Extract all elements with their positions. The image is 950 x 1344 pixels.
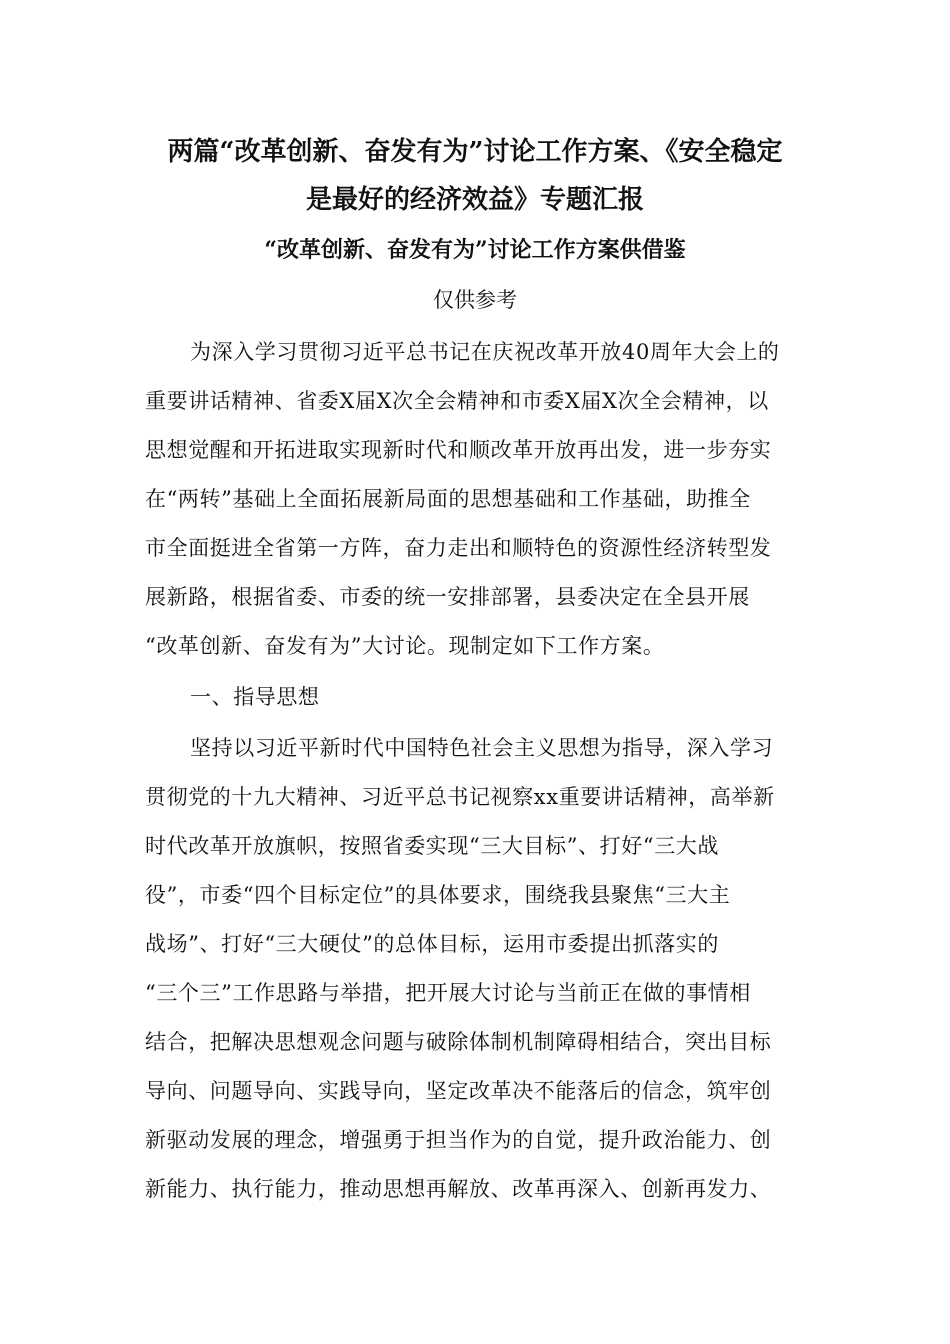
paragraph-2-line: 时代改革开放旗帜，按照省委实现“三大目标”、打好“三大战 — [145, 834, 720, 858]
paragraph-1-line: 思想觉醒和开拓进取实现新时代和顺改革开放再出发，进一步夯实 — [145, 438, 772, 462]
paragraph-1-line: 为深入学习贯彻习近平总书记在庆祝改革开放40周年大会上的 — [190, 340, 780, 364]
paragraph-2-line: 战场”、打好“三大硬仗”的总体目标，运用市委提出抓落实的 — [145, 932, 720, 956]
paragraph-1-line: 市全面挺进全省第一方阵，奋力走出和顺特色的资源性经济转型发 — [145, 536, 772, 560]
paragraph-2-line: 新能力、执行能力，推动思想再解放、改革再深入、创新再发力、 — [145, 1177, 772, 1201]
paragraph-2-line: 结合，把解决思想观念问题与破除体制机制障碍相结合，突出目标 — [145, 1030, 772, 1054]
reference-note: 仅供参考 — [433, 288, 517, 312]
paragraph-2-line: 役”，市委“四个目标定位”的具体要求，围绕我县聚焦“三大主 — [145, 883, 731, 907]
paragraph-2-line: 贯彻党的十九大精神、习近平总书记视察xx重要讲话精神，高举新 — [145, 785, 775, 809]
paragraph-1-line: “改革创新、奋发有为”大讨论。现制定如下工作方案。 — [145, 634, 665, 658]
paragraph-2-line: 导向、问题导向、实践导向，坚定改革决不能落后的信念，筑牢创 — [145, 1079, 772, 1103]
paragraph-1-line: 展新路，根据省委、市委的统一安排部署，县委决定在全县开展 — [145, 585, 750, 609]
section-heading: 一、指导思想 — [190, 685, 320, 709]
document-subtitle: “改革创新、奋发有为”讨论工作方案供借鉴 — [264, 237, 686, 263]
paragraph-1-line: 重要讲话精神、省委X届X次全会精神和市委X届X次全会精神，以 — [145, 389, 769, 413]
paragraph-1-line: 在“两转”基础上全面拓展新局面的思想基础和工作基础，助推全 — [145, 487, 751, 511]
paragraph-2-line: 坚持以习近平新时代中国特色社会主义思想为指导，深入学习 — [190, 736, 774, 760]
document-title-line-2: 是最好的经济效益》专题汇报 — [305, 185, 644, 215]
document-title-line-1: 两篇“改革创新、奋发有为”讨论工作方案、《安全稳定 — [167, 137, 783, 167]
paragraph-2-line: 新驱动发展的理念，增强勇于担当作为的自觉，提升政治能力、创 — [145, 1128, 772, 1152]
paragraph-2-line: “三个三”工作思路与举措，把开展大讨论与当前正在做的事情相 — [145, 981, 751, 1005]
